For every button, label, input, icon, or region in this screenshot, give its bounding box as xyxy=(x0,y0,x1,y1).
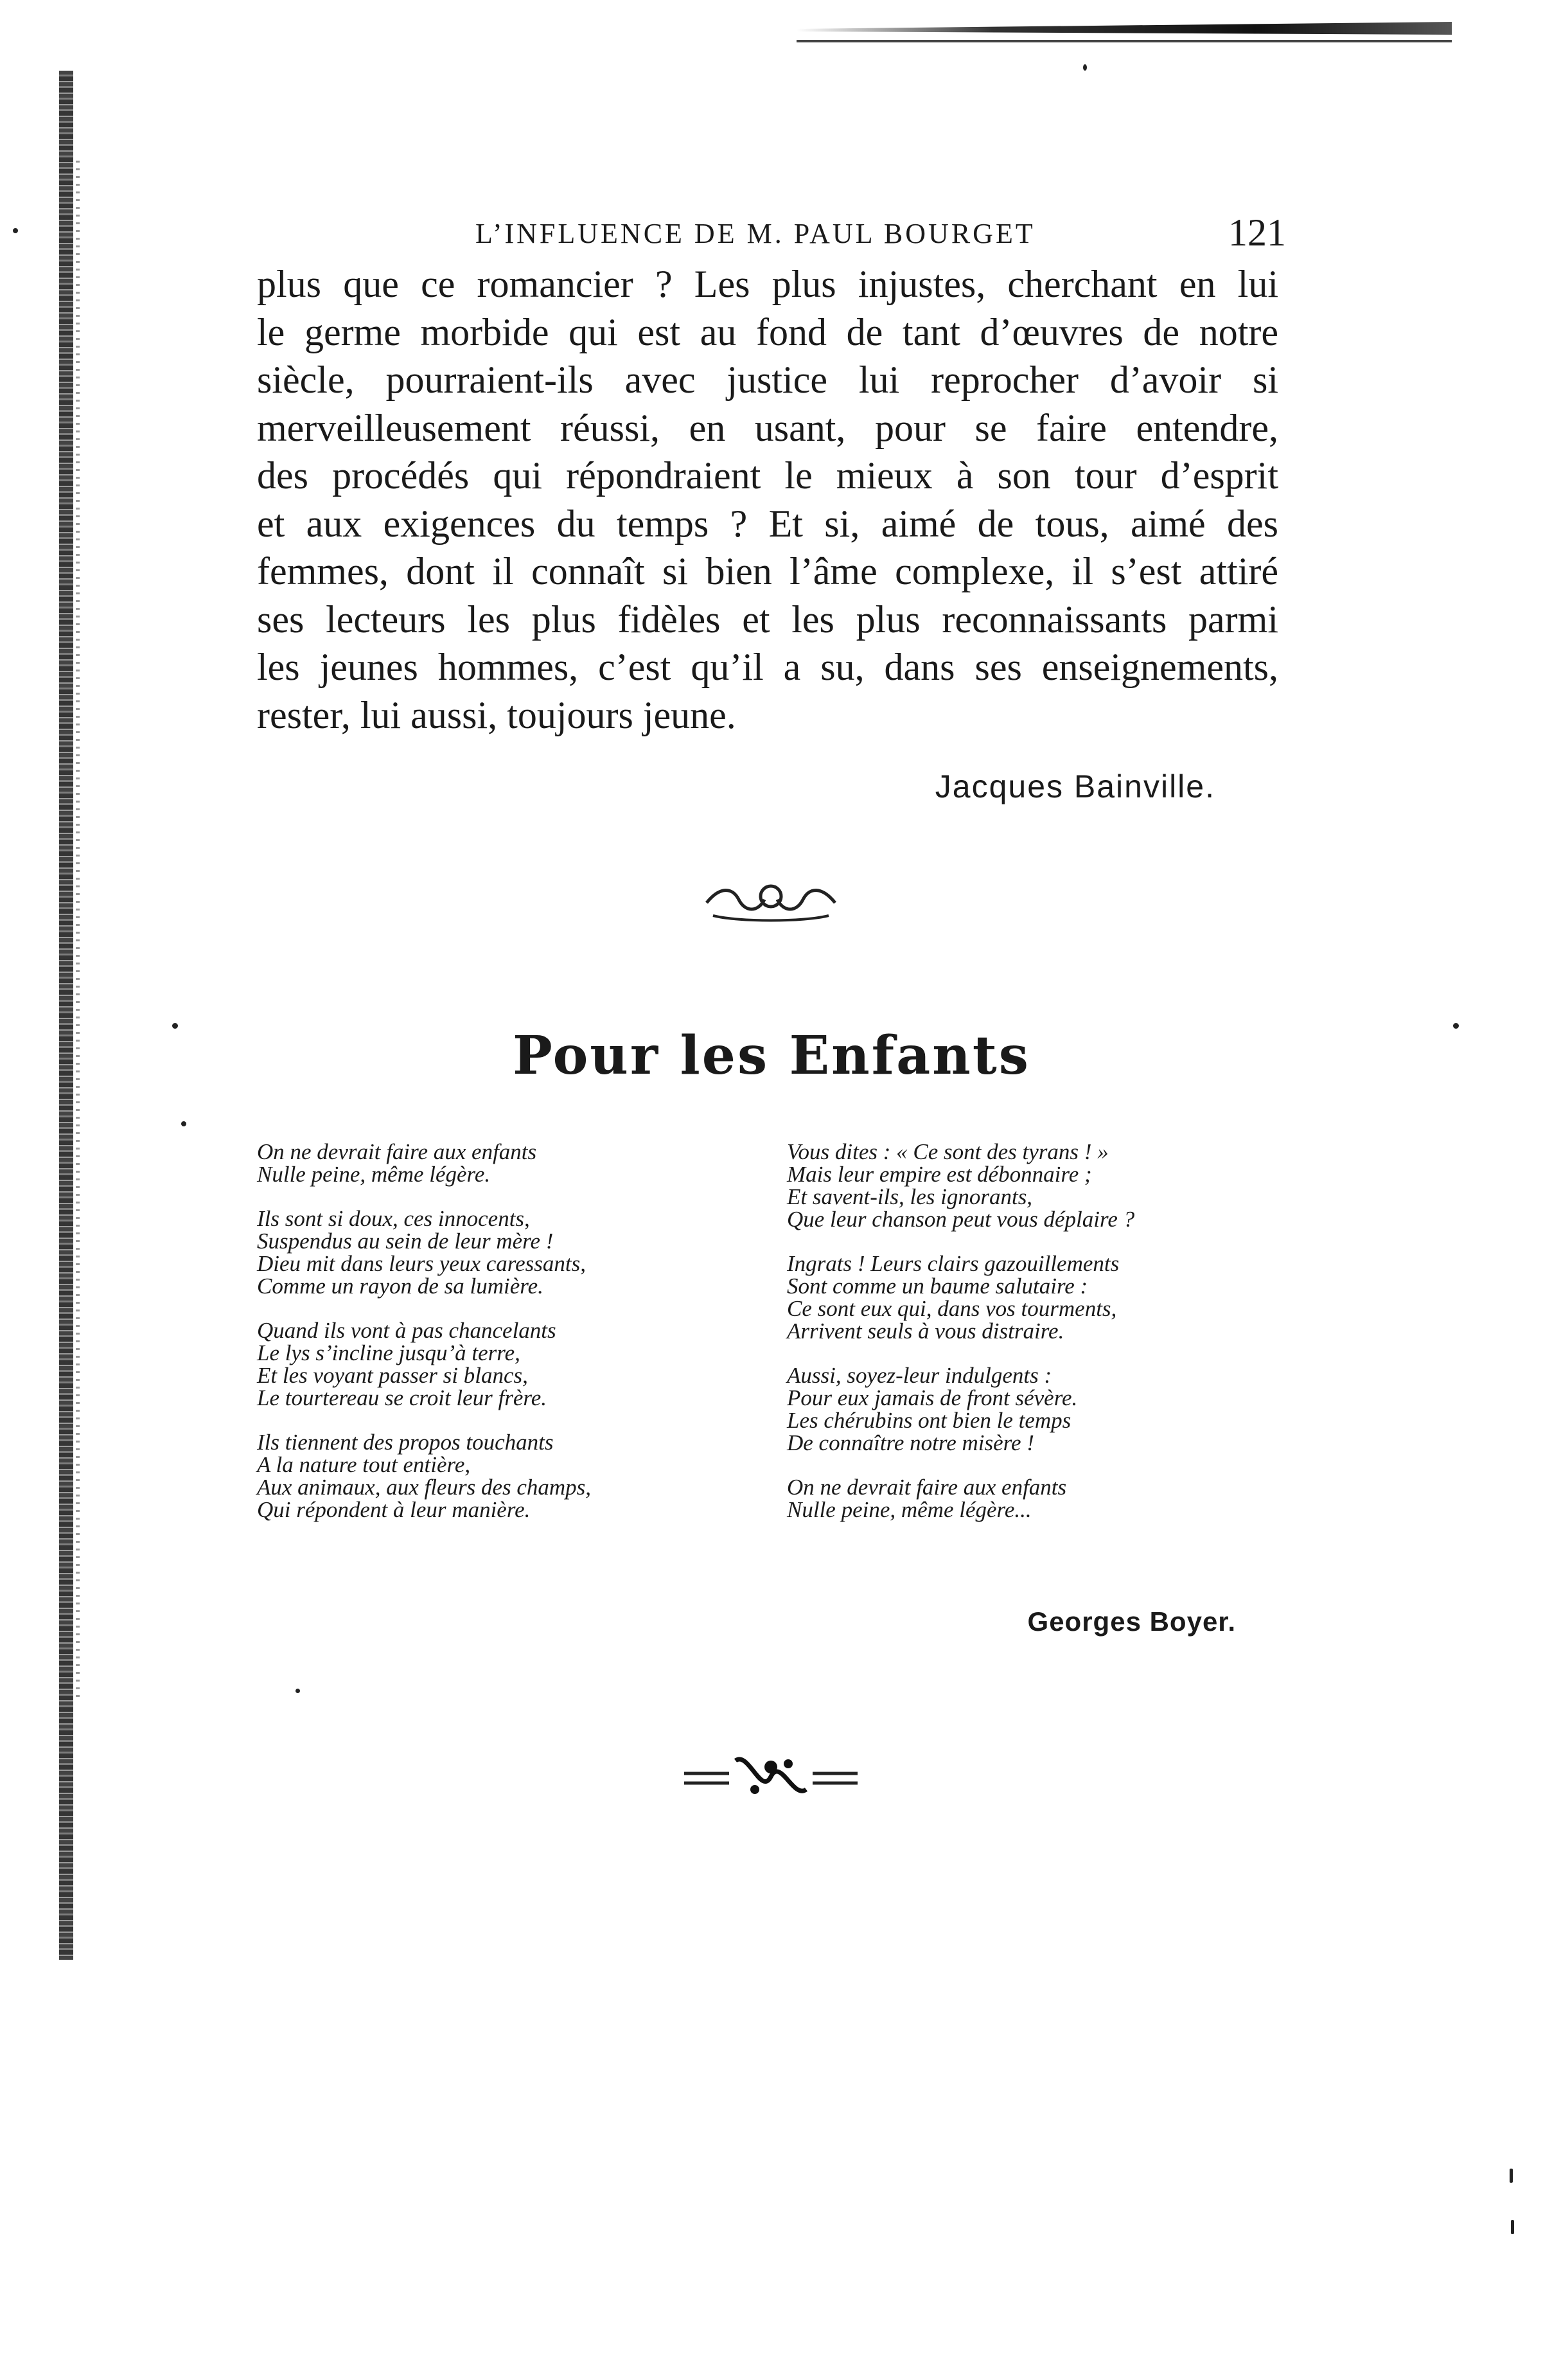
signature-bainville: Jacques Bainville. xyxy=(935,768,1215,804)
poem-column-left xyxy=(257,1141,745,1543)
verse-line: Qui répondent à leur manière. xyxy=(257,1497,531,1522)
scan-speck xyxy=(172,1023,178,1029)
verse-line: Sont comme un baume salutaire : xyxy=(787,1274,1088,1299)
verse-line: Aussi, soyez-leur indulgents : xyxy=(787,1363,1052,1388)
verse-line: Vous dites : « Ce sont des tyrans ! » xyxy=(787,1139,1109,1164)
prose-line: le germe morbide qui est au fond de tant d’œuvres de notre xyxy=(257,310,1278,353)
prose-line: et aux exigences du temps ? Et si, aimé de tous, aimé des xyxy=(257,502,1278,545)
scan-speck xyxy=(1083,64,1087,71)
prose-line: des procédés qui répondraient le mieux à son tour d’esprit xyxy=(257,454,1278,497)
scan-speck xyxy=(1510,2169,1513,2183)
verse-line: Aux animaux, aux fleurs des champs, xyxy=(257,1475,592,1500)
ornament-tailpiece-icon xyxy=(678,1748,864,1806)
poem-title: Pour les Enfants xyxy=(513,1025,1030,1087)
verse-line: Comme un rayon de sa lumière. xyxy=(257,1274,543,1299)
prose-line: plus que ce romancier ? Les plus injustes, cherchant en lui xyxy=(257,263,1278,305)
verse-line: Et savent-ils, les ignorants, xyxy=(787,1184,1033,1209)
verse-line: Le tourtereau se croit leur frère. xyxy=(257,1385,547,1410)
verse-line: Nulle peine, même légère... xyxy=(787,1497,1032,1522)
scan-speck xyxy=(181,1121,186,1126)
prose-line: ses lecteurs les plus fidèles et les plus reconnaissants parmi xyxy=(257,598,1278,641)
scan-speck xyxy=(295,1689,300,1693)
poem-column-right xyxy=(787,1141,1275,1543)
verse-line: Mais leur empire est débonnaire ; xyxy=(787,1162,1092,1187)
verse-line: Ils sont si doux, ces innocents, xyxy=(257,1206,530,1231)
verse-line: Nulle peine, même légère. xyxy=(257,1162,491,1187)
verse-line: On ne devrait faire aux enfants xyxy=(787,1475,1067,1500)
scan-binding-edge xyxy=(59,71,73,1960)
prose-line: femmes, dont il connaît si bien l’âme complexe, il s’est attiré xyxy=(257,550,1278,592)
stanza xyxy=(787,1141,1275,1230)
prose-line: siècle, pourraient-ils avec justice lui reprocher d’avoir si xyxy=(257,359,1278,401)
verse-line: Ils tiennent des propos touchants xyxy=(257,1430,554,1455)
stanza xyxy=(787,1252,1275,1342)
stanza xyxy=(787,1364,1275,1454)
verse-line: Que leur chanson peut vous déplaire ? xyxy=(787,1207,1135,1232)
scan-top-line xyxy=(797,40,1452,42)
prose-line: les jeunes hommes, c’est qu’il a su, dans ses enseignements, xyxy=(257,646,1278,688)
verse-line: Arrivent seuls à vous distraire. xyxy=(787,1319,1064,1344)
scan-speck xyxy=(1453,1023,1459,1029)
verse-line: Les chérubins ont bien le temps xyxy=(787,1408,1071,1433)
verse-line: Pour eux jamais de front sévère. xyxy=(787,1385,1078,1410)
running-title: L’INFLUENCE DE M. PAUL BOURGET xyxy=(475,218,1036,249)
prose-paragraph xyxy=(257,260,1278,739)
ornament-vignette-icon xyxy=(700,874,842,925)
verse-line: De connaître notre misère ! xyxy=(787,1430,1034,1455)
verse-line: Ingrats ! Leurs clairs gazouillements xyxy=(787,1251,1120,1276)
page-header xyxy=(257,211,1286,256)
verse-line: Ce sont eux qui, dans vos tourments, xyxy=(787,1296,1117,1321)
stanza xyxy=(257,1431,745,1521)
stanza xyxy=(257,1141,745,1186)
scan-speck xyxy=(1511,2220,1514,2234)
stanza xyxy=(787,1476,1275,1521)
verse-line: Dieu mit dans leurs yeux caressants, xyxy=(257,1251,586,1276)
stanza xyxy=(257,1207,745,1297)
page-number: 121 xyxy=(1228,211,1286,254)
verse-line: Suspendus au sein de leur mère ! xyxy=(257,1229,554,1254)
verse-line: A la nature tout entière, xyxy=(257,1452,471,1477)
prose-line: merveilleusement réussi, en usant, pour se faire entendre, xyxy=(257,406,1278,449)
scan-binding-shadow xyxy=(76,161,80,1703)
verse-line: On ne devrait faire aux enfants xyxy=(257,1139,537,1164)
stanza xyxy=(257,1319,745,1409)
scan-speck xyxy=(13,228,18,233)
signature-boyer: Georges Boyer. xyxy=(1027,1606,1236,1637)
verse-line: Et les voyant passer si blancs, xyxy=(257,1363,528,1388)
verse-line: Quand ils vont à pas chancelants xyxy=(257,1318,556,1343)
scan-top-rule xyxy=(797,22,1452,35)
verse-line: Le lys s’incline jusqu’à terre, xyxy=(257,1340,520,1365)
prose-line: rester, lui aussi, toujours jeune. xyxy=(257,693,736,736)
